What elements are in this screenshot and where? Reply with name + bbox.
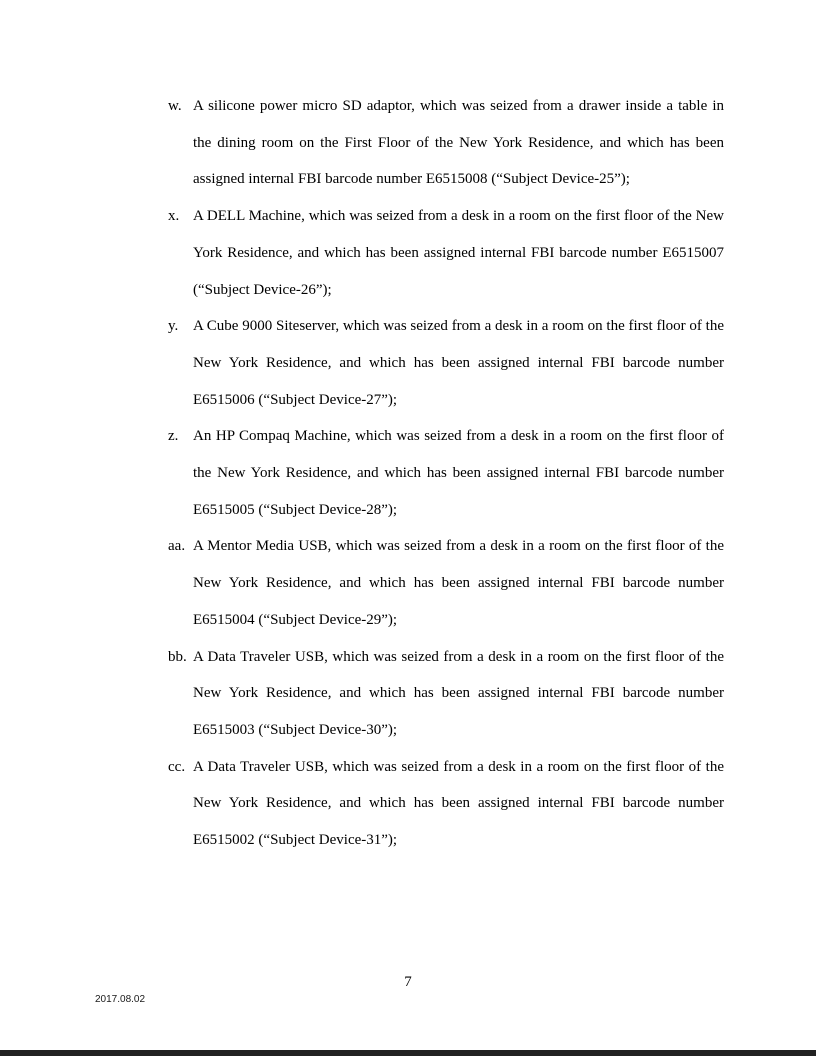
list-item — [168, 639, 724, 749]
item-text: A Data Traveler USB, which was seized from a desk in a room on the first floor of the New York Residence, and which has been assigned internal FBI barcode number E6515002 (“Subject Device-31”); — [193, 758, 724, 849]
page-number: 7 — [404, 974, 412, 990]
list-item — [168, 418, 724, 528]
list-item — [168, 308, 724, 418]
list-item — [168, 528, 724, 638]
item-text: A Cube 9000 Siteserver, which was seized from a desk in a room on the first floor of the New York Residence, and which has been assigned internal FBI barcode number E6515006 (“Subject Device-27”); — [193, 318, 724, 408]
document-body — [168, 88, 724, 859]
item-label: w. — [168, 98, 182, 114]
item-text: An HP Compaq Machine, which was seized from a desk in a room on the first floor of the New York Residence, and which has been assigned internal FBI barcode number E6515005 (“Subject Device-28”); — [193, 428, 724, 518]
page-bottom-edge — [0, 1050, 816, 1056]
list-item — [168, 749, 724, 859]
list-item — [168, 198, 724, 308]
item-label: aa. — [168, 538, 186, 555]
list-item — [168, 88, 724, 198]
footer-date-stamp: 2017.08.02 — [95, 994, 146, 1005]
item-text: A silicone power micro SD adaptor, which was seized from a drawer inside a table in the dining room on the First Floor of the New York Residence, and which has been assigned internal FBI barcode number E6515008 (“Subject Device-25”); — [193, 98, 724, 188]
item-text: A Data Traveler USB, which was seized from a desk in a room on the first floor of the New York Residence, and which has been assigned internal FBI barcode number E6515003 (“Subject Device-30”); — [193, 648, 724, 738]
item-text: A DELL Machine, which was seized from a desk in a room on the first floor of the New York Residence, and which has been assigned internal FBI barcode number E6515007 (“Subject Device-26”); — [193, 208, 724, 298]
item-label: x. — [168, 208, 180, 225]
item-label: z. — [168, 428, 179, 445]
item-text: A Mentor Media USB, which was seized from a desk in a room on the first floor of the New York Residence, and which has been assigned internal FBI barcode number E6515004 (“Subject Device-29”); — [193, 538, 724, 628]
item-label: cc. — [168, 758, 186, 775]
item-label: bb. — [168, 648, 187, 665]
item-label: y. — [168, 318, 179, 335]
